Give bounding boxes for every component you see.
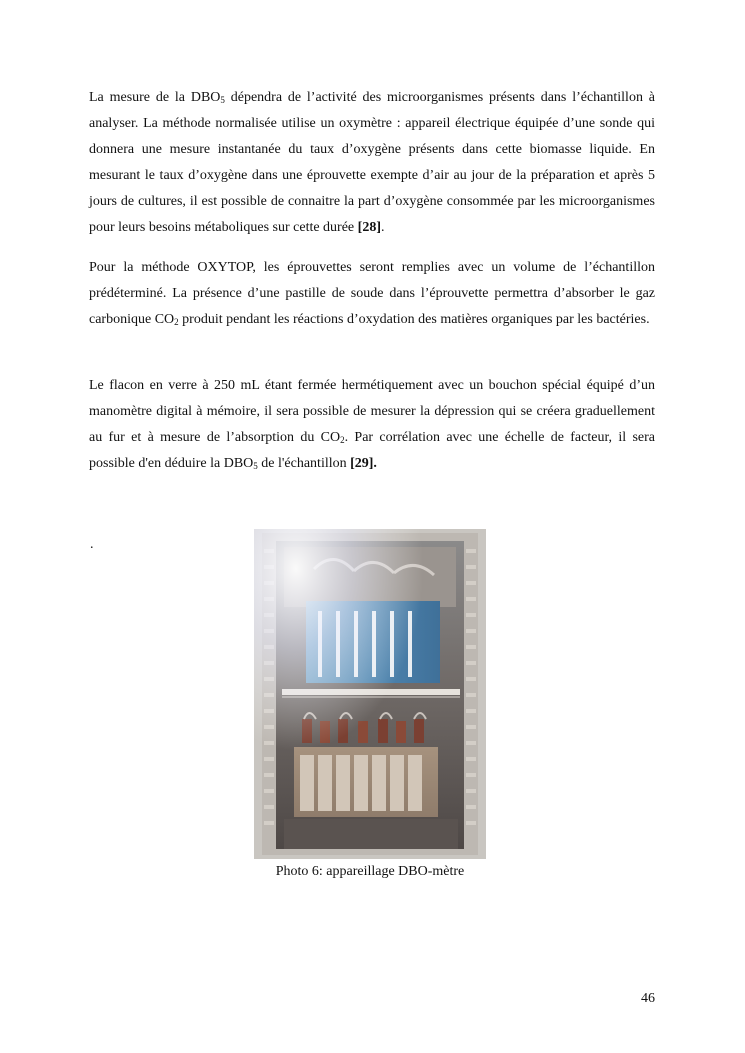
subscript: 2 <box>174 317 179 327</box>
paragraph-flask-manometer <box>89 373 655 477</box>
text-segment: produit pendant les réactions d’oxydation des matières organiques par les bactéries. <box>178 312 650 327</box>
text-segment: dépendra de l’activité des microorganismes présents dans l’échantillon à analyser. La méthode normalisée utilise un oxymètre : appareil électrique équipée d’une sonde qui donnera une mesure instantanée du taux d’oxygène présents dans cette biomasse liquide. En mesurant le taux d’oxygène dans une éprouvette exempte d’air au jour de la préparation et après 5 jours de cultures, il est possible de connaitre la part d’oxygène consommée par les microorganismes pour leurs besoins métaboliques sur cette durée <box>89 90 655 235</box>
text-segment: Le flacon en verre à 250 mL étant fermée hermétiquement avec un bouchon spécial équipé d’un manomètre digital à mémoire, il sera possible de mesurer la dépression qui se créera graduellement au fur et à mesure de l’absorption du CO <box>89 378 655 445</box>
text-segment: La mesure de la DBO <box>89 90 221 105</box>
stray-dot: . <box>90 537 94 552</box>
paragraph-oxytop-method <box>89 255 655 333</box>
paragraph-dbo-measurement <box>89 85 655 241</box>
subscript: 5 <box>220 95 225 105</box>
text-segment: . <box>380 220 385 235</box>
photo-dbo-meter-apparatus <box>254 529 486 859</box>
citation-28: [28] <box>357 220 381 235</box>
citation-29: [29]. <box>350 456 377 471</box>
page-number: 46 <box>641 991 655 1006</box>
figure-caption: Photo 6: appareillage DBO-mètre <box>275 864 465 879</box>
text-segment: de l'échantillon <box>257 456 351 471</box>
subscript: 2 <box>340 435 345 445</box>
text-segment: . Par corrélation avec une échelle de facteur, il sera possible d'en déduire la DBO <box>89 430 655 471</box>
subscript: 5 <box>253 461 258 471</box>
text-segment: Pour la méthode OXYTOP, les éprouvettes seront remplies avec un volume de l’échantillon prédéterminé. La présence d’une pastille de soude dans l’éprouvette permettra d’absorber le gaz carbonique CO <box>89 260 655 327</box>
